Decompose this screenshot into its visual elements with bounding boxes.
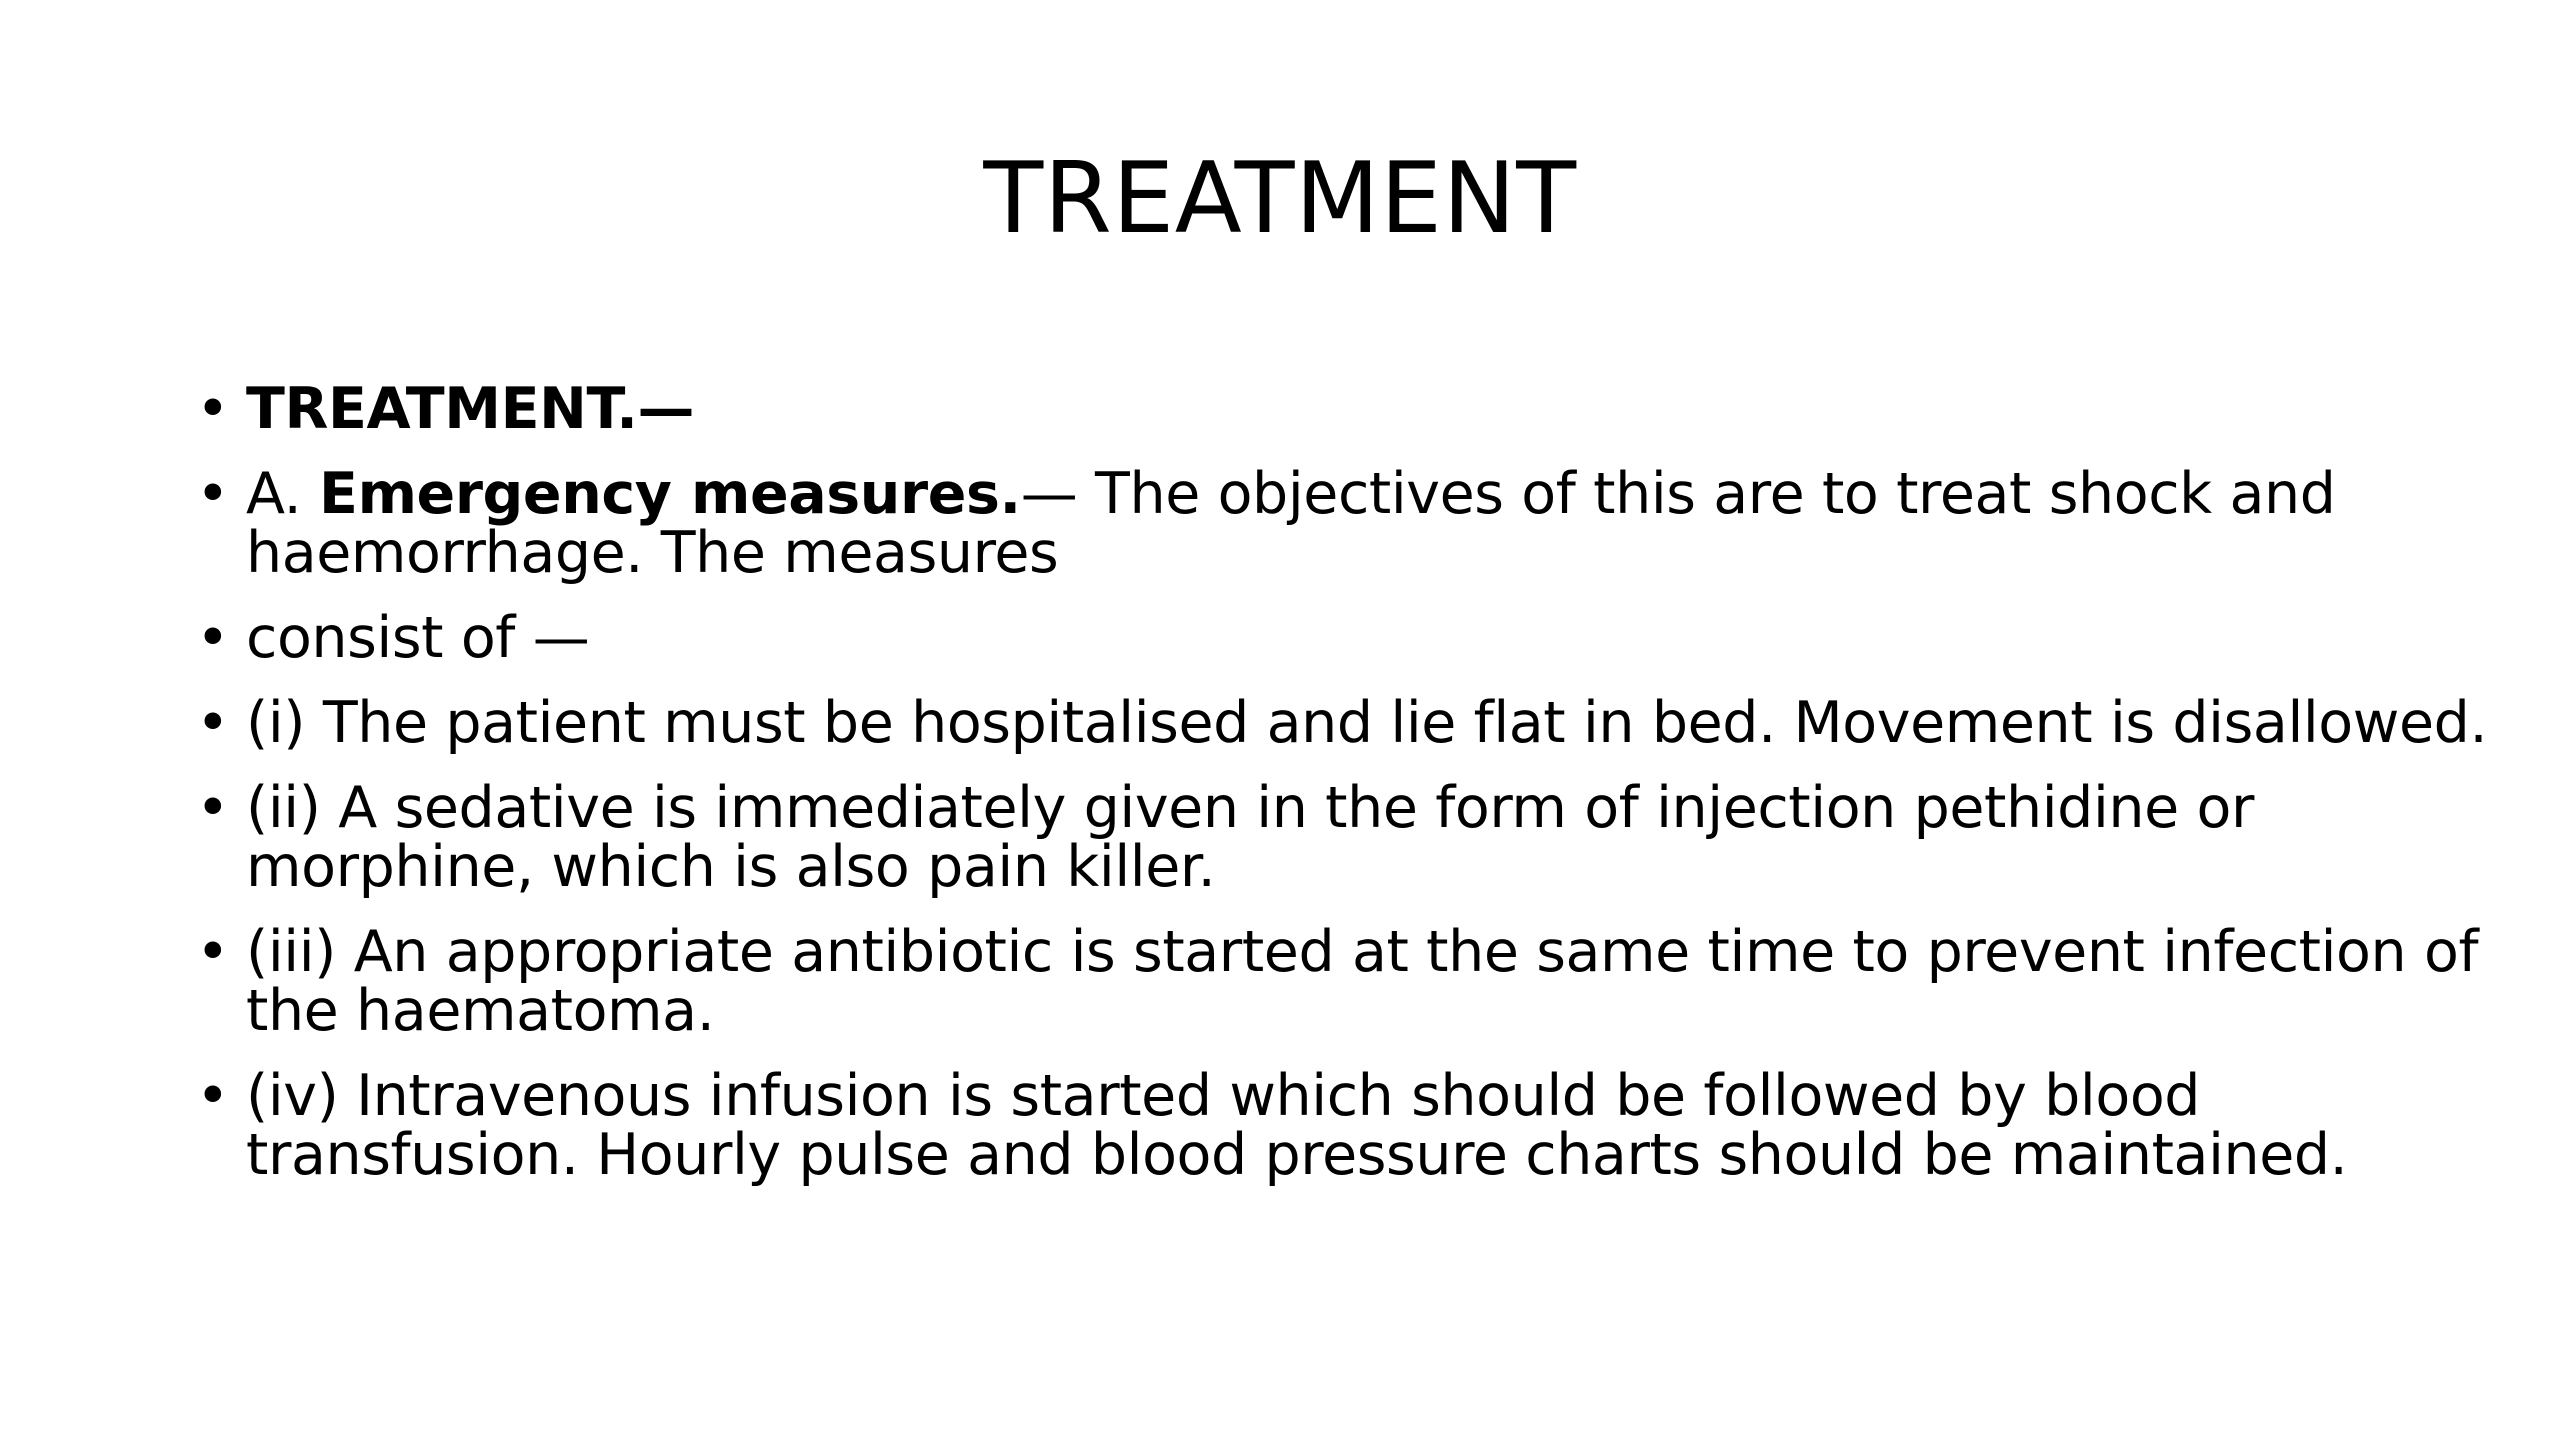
bullet-item-sedative [192, 775, 2492, 900]
bullet-icon: • [196, 1063, 230, 1129]
bullet-bold-text: TREATMENT.— [246, 376, 695, 442]
bullet-text: (iv) Intravenous infusion is started which should be followed by blood transfusion. Hourly pulse and blood pressure charts should be maintained. [246, 1063, 2348, 1188]
bullet-prefix: A. [246, 461, 320, 527]
bullet-item-antibiotic [192, 919, 2492, 1044]
bullet-item-consist-of [192, 605, 2492, 671]
bullet-text: (i) The patient must be hospitalised and lie flat in bed. Movement is disallowed. [246, 690, 2488, 756]
bullet-item-infusion [192, 1063, 2492, 1188]
bullet-text: (iii) An appropriate antibiotic is started at the same time to prevent infection of the haematoma. [246, 919, 2479, 1044]
bullet-icon: • [196, 605, 230, 671]
bullet-icon: • [196, 690, 230, 756]
slide-title: TREATMENT [983, 142, 1577, 256]
bullet-item-treatment-heading [192, 376, 2492, 442]
bullet-text: — The objectives of this are to treat shock and haemorrhage. The measures [246, 461, 2336, 586]
bullet-item-hospitalised [192, 690, 2492, 756]
bullet-icon: • [196, 376, 230, 442]
bullet-bold-text: Emergency measures. [319, 461, 1021, 527]
bullet-icon: • [196, 775, 230, 841]
bullet-icon: • [196, 461, 230, 527]
bullet-item-emergency-measures [192, 461, 2492, 586]
bullet-text: (ii) A sedative is immediately given in the form of injection pethidine or morphine, which is also pain killer. [246, 775, 2255, 900]
bullet-list [192, 376, 2492, 1211]
bullet-icon: • [196, 919, 230, 985]
bullet-text: consist of — [246, 605, 590, 671]
